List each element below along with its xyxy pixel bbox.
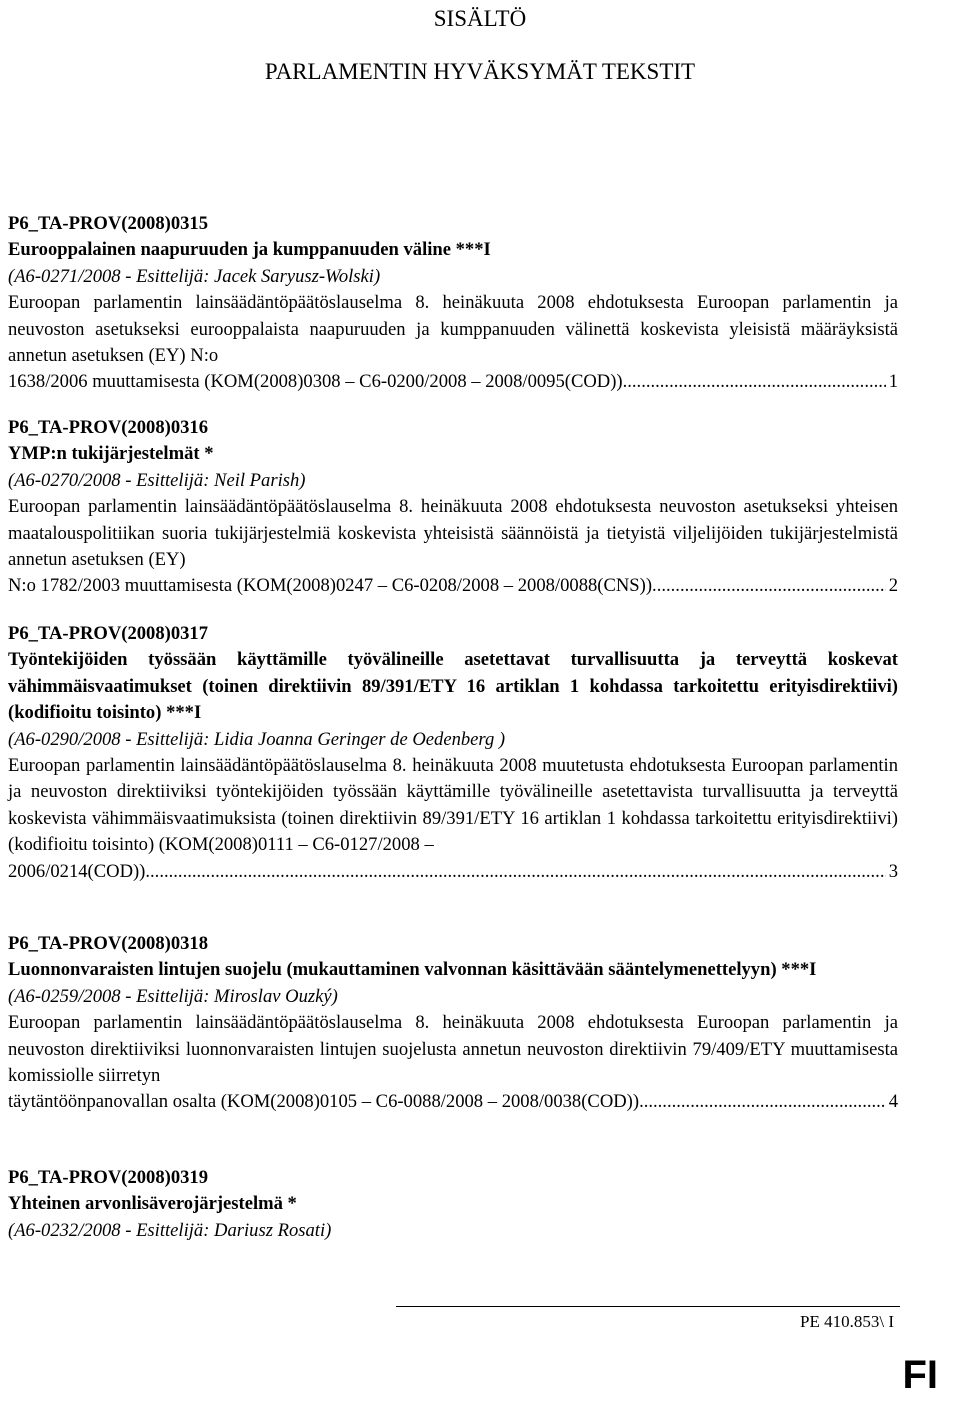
toc-entry bbox=[8, 415, 898, 600]
leader-dots bbox=[623, 369, 886, 395]
entry-description-tail: 2006/0214(COD)) bbox=[8, 860, 146, 882]
toc-entry bbox=[8, 211, 898, 396]
entry-heading: Työntekijöiden työssään käyttämille työvälineille asetettavat turvallisuutta ja terveyttä koskevat vähimmäisvaatimukset (toinen direktiivin 89/391/ETY 16 artiklan 1 kohdassa tarkoitettu erityisdirektiivi) (kodifioitu toisinto) ***I bbox=[8, 649, 898, 724]
toc-entry bbox=[8, 621, 898, 885]
leader-dots bbox=[145, 859, 885, 885]
entry-page-number: 1 bbox=[888, 371, 898, 393]
entry-code: P6_TA-PROV(2008)0319 bbox=[8, 1167, 209, 1188]
toc-entry bbox=[8, 1165, 898, 1244]
entry-page-number: 3 bbox=[888, 860, 898, 882]
entry-page-number: 4 bbox=[888, 1091, 898, 1113]
leader-dots bbox=[652, 573, 886, 599]
entry-description: Euroopan parlamentin lainsäädäntöpäätöslauselma 8. heinäkuuta 2008 ehdotuksesta Euroopan parlamentin ja neuvoston asetukseksi eurooppalaista naapuruuden ja kumppanuuden välinettä koskevista yleisistä määräyksistä annetun asetuksen (EY) N:o bbox=[8, 292, 898, 367]
entry-description: Euroopan parlamentin lainsäädäntöpäätöslauselma 8. heinäkuuta 2008 muutetusta ehdotuksesta Euroopan parlamentin ja neuvoston direktiiviksi työntekijöiden työssään käyttämille työvälineille asetettavista turvallisuutta ja terveyttä koskevista vähimmäisvaatimuksista (toinen direktiivin 89/391/ETY 16 artiklan 1 kohdassa tarkoitettu erityisdirektiivi) (kodifioitu toisinto) (KOM(2008)0111 – C6-0127/2008 – bbox=[8, 755, 898, 856]
toc-entry bbox=[8, 931, 898, 1116]
entry-description-last-line bbox=[8, 573, 898, 599]
footer-divider bbox=[396, 1306, 900, 1307]
page-subtitle: PARLAMENTIN HYVÄKSYMÄT TEKSTIT bbox=[264, 59, 696, 84]
entry-rapporteur: (A6-0270/2008 - Esittelijä: Neil Parish) bbox=[8, 469, 306, 491]
entry-code: P6_TA-PROV(2008)0317 bbox=[8, 623, 209, 644]
entry-heading: Yhteinen arvonlisäverojärjestelmä * bbox=[8, 1193, 297, 1215]
entry-rapporteur: (A6-0290/2008 - Esittelijä: Lidia Joanna Geringer de Oedenberg ) bbox=[8, 728, 506, 750]
entry-description-tail: 1638/2006 muuttamisesta (KOM(2008)0308 – C6-0200/2008 – 2008/0095(COD)) bbox=[8, 371, 623, 393]
document-reference: PE 410.853\ I bbox=[800, 1312, 894, 1331]
entry-page-number: 2 bbox=[888, 575, 898, 597]
entry-rapporteur: (A6-0232/2008 - Esittelijä: Dariusz Rosati) bbox=[8, 1219, 332, 1241]
entry-rapporteur: (A6-0271/2008 - Esittelijä: Jacek Saryusz-Wolski) bbox=[8, 265, 381, 287]
language-code: FI bbox=[902, 1353, 938, 1397]
entry-description-tail: N:o 1782/2003 muuttamisesta (KOM(2008)0247 – C6-0208/2008 – 2008/0088(CNS)) bbox=[8, 575, 653, 597]
entry-description: Euroopan parlamentin lainsäädäntöpäätöslauselma 8. heinäkuuta 2008 ehdotuksesta neuvoston asetukseksi yhteisen maatalouspolitiikan suoria tukijärjestelmiä koskevista yhteisistä säännöistä ja tietyistä viljelijöiden tukijärjestelmistä annetun asetuksen (EY) bbox=[8, 496, 898, 571]
entry-code: P6_TA-PROV(2008)0315 bbox=[8, 213, 209, 234]
entry-description-tail: täytäntöönpanovallan osalta (KOM(2008)0105 – C6-0088/2008 – 2008/0038(COD)) bbox=[8, 1091, 640, 1113]
page-title: SISÄLTÖ bbox=[433, 6, 527, 31]
entry-description-last-line bbox=[8, 859, 898, 885]
entry-code: P6_TA-PROV(2008)0318 bbox=[8, 933, 209, 954]
entry-description-last-line bbox=[8, 1089, 898, 1115]
entry-heading: Luonnonvaraisten lintujen suojelu (mukauttaminen valvonnan käsittävään sääntelymenettelyyn) ***I bbox=[8, 959, 817, 981]
entry-description-last-line bbox=[8, 369, 898, 395]
entry-rapporteur: (A6-0259/2008 - Esittelijä: Miroslav Ouzký) bbox=[8, 985, 338, 1007]
entry-heading: YMP:n tukijärjestelmät * bbox=[8, 443, 214, 465]
entry-heading: Eurooppalainen naapuruuden ja kumppanuuden väline ***I bbox=[8, 239, 491, 261]
leader-dots bbox=[639, 1089, 886, 1115]
entry-code: P6_TA-PROV(2008)0316 bbox=[8, 417, 209, 438]
entry-description: Euroopan parlamentin lainsäädäntöpäätöslauselma 8. heinäkuuta 2008 ehdotuksesta Euroopan parlamentin ja neuvoston direktiiviksi luonnonvaraisten lintujen suojelusta annetun neuvoston direktiivin 79/409/ETY muuttamisesta komissiolle siirretyn bbox=[8, 1012, 898, 1087]
